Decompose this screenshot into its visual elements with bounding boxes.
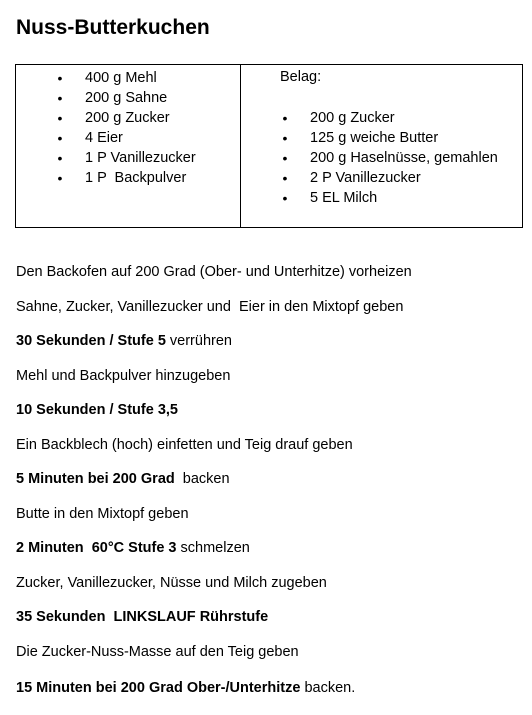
bullet-icon: • (57, 110, 63, 126)
instruction-step: Den Backofen auf 200 Grad (Ober- und Unterhitze) vorheizen (16, 264, 412, 280)
list-item: • 125 g weiche Butter (280, 128, 498, 148)
list-item: • 400 g Mehl (55, 68, 196, 88)
list-item: • 2 P Vanillezucker (280, 168, 498, 188)
instruction-step: 30 Sekunden / Stufe 5 verrühren (16, 333, 232, 349)
instruction-step: 35 Sekunden LINKSLAUF Rührstufe (16, 609, 269, 625)
list-item: • 200 g Zucker (55, 108, 196, 128)
bullet-icon: • (282, 110, 288, 126)
list-item: • 1 P Backpulver (55, 168, 196, 188)
topping-ingredient-list (280, 108, 498, 208)
recipe-title: Nuss-Butterkuchen (16, 16, 210, 39)
instruction-step: 5 Minuten bei 200 Grad backen (16, 471, 230, 487)
bullet-icon: • (57, 90, 63, 106)
list-item: • 1 P Vanillezucker (55, 148, 196, 168)
topping-ingredients-cell (241, 65, 522, 227)
list-item: • 4 Eier (55, 128, 196, 148)
bullet-icon: • (57, 130, 63, 146)
instruction-step: 15 Minuten bei 200 Grad Ober-/Unterhitze backen. (16, 680, 356, 696)
list-item: • 200 g Sahne (55, 88, 196, 108)
bullet-icon: • (57, 70, 63, 86)
instruction-step: Ein Backblech (hoch) einfetten und Teig drauf geben (16, 436, 353, 453)
bullet-icon: • (282, 150, 288, 166)
list-item: • 200 g Zucker (280, 108, 498, 128)
instruction-step: Sahne, Zucker, Vanillezucker und Eier in den Mixtopf geben (16, 298, 404, 315)
instruction-step: 10 Sekunden / Stufe 3,5 (16, 402, 178, 418)
bullet-icon: • (282, 130, 288, 146)
bullet-icon: • (282, 190, 288, 206)
topping-heading: Belag: (280, 69, 322, 85)
instruction-step: Die Zucker-Nuss-Masse auf den Teig geben (16, 643, 299, 660)
bullet-icon: • (57, 150, 63, 166)
dough-ingredients-cell (16, 65, 241, 227)
dough-ingredient-list (55, 68, 196, 188)
instruction-step: Zucker, Vanillezucker, Nüsse und Milch zugeben (16, 574, 327, 591)
instruction-steps (16, 262, 412, 713)
ingredients-table (15, 64, 523, 228)
instruction-step: 2 Minuten 60°C Stufe 3 schmelzen (16, 540, 250, 556)
bullet-icon: • (282, 170, 288, 186)
instruction-step: Mehl und Backpulver hinzugeben (16, 367, 231, 384)
list-item: • 5 EL Milch (280, 188, 498, 208)
bullet-icon: • (57, 170, 63, 186)
instruction-step: Butte in den Mixtopf geben (16, 505, 189, 522)
list-item: • 200 g Haselnüsse, gemahlen (280, 148, 498, 168)
